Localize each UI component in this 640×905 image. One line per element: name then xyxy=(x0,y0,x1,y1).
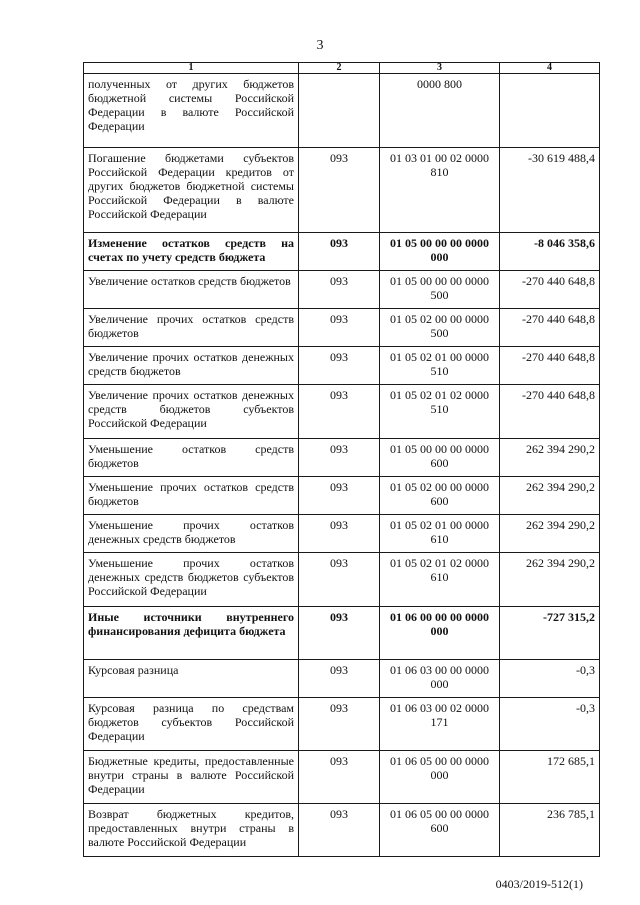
document-registration-code: 0403/2019-512(1) xyxy=(495,877,583,891)
row-admin-code-cell: 093 xyxy=(299,553,380,607)
row-budget-code-cell: 01 05 02 01 00 0000 610 xyxy=(380,515,500,553)
row-name-cell: Уменьшение прочих остатков денежных средств бюджетов xyxy=(84,515,299,553)
row-amount-cell: -727 315,2 xyxy=(500,607,600,660)
row-name-cell: Увеличение прочих остатков средств бюджетов xyxy=(84,309,299,347)
row-amount-cell: -270 440 648,8 xyxy=(500,385,600,439)
column-header-1: 1 xyxy=(84,63,299,74)
table-row xyxy=(84,385,600,439)
row-amount-cell: 262 394 290,2 xyxy=(500,477,600,515)
row-admin-code-cell xyxy=(299,74,380,148)
table-body xyxy=(84,74,600,857)
page-number: 3 xyxy=(316,38,324,53)
row-amount-cell: -270 440 648,8 xyxy=(500,271,600,309)
row-name-cell: Уменьшение остатков средств бюджетов xyxy=(84,439,299,477)
table-row xyxy=(84,698,600,751)
row-name-cell: Изменение остатков средств на счетах по учету средств бюджета xyxy=(84,233,299,271)
table-row xyxy=(84,309,600,347)
row-budget-code-cell: 01 05 02 01 00 0000 510 xyxy=(380,347,500,385)
row-budget-code-cell: 01 06 05 00 00 0000 600 xyxy=(380,804,500,857)
table-row xyxy=(84,271,600,309)
table-row xyxy=(84,515,600,553)
row-admin-code-cell: 093 xyxy=(299,515,380,553)
row-budget-code-cell: 01 05 02 00 00 0000 500 xyxy=(380,309,500,347)
row-admin-code-cell: 093 xyxy=(299,148,380,233)
row-amount-cell: -270 440 648,8 xyxy=(500,347,600,385)
row-name-cell: полученных от других бюджетов бюджетной системы Российской Федерации в валюте Российской Федерации xyxy=(84,74,299,148)
row-budget-code-cell: 01 06 03 00 02 0000 171 xyxy=(380,698,500,751)
row-admin-code-cell: 093 xyxy=(299,751,380,804)
row-name-cell: Увеличение прочих остатков денежных средств бюджетов субъектов Российской Федерации xyxy=(84,385,299,439)
row-budget-code-cell: 01 06 05 00 00 0000 000 xyxy=(380,751,500,804)
row-name-cell: Курсовая разница xyxy=(84,660,299,698)
row-amount-cell: -8 046 358,6 xyxy=(500,233,600,271)
row-budget-code-cell: 01 06 03 00 00 0000 000 xyxy=(380,660,500,698)
row-admin-code-cell: 093 xyxy=(299,347,380,385)
table-row xyxy=(84,439,600,477)
row-amount-cell xyxy=(500,74,600,148)
row-amount-cell: 262 394 290,2 xyxy=(500,515,600,553)
row-amount-cell: -0,3 xyxy=(500,698,600,751)
row-budget-code-cell: 01 05 00 00 00 0000 500 xyxy=(380,271,500,309)
row-name-cell: Бюджетные кредиты, предоставленные внутри страны в валюте Российской Федерации xyxy=(84,751,299,804)
row-budget-code-cell: 01 06 00 00 00 0000 000 xyxy=(380,607,500,660)
table-row xyxy=(84,477,600,515)
row-budget-code-cell: 01 05 00 00 00 0000 600 xyxy=(380,439,500,477)
row-name-cell: Иные источники внутреннего финансирования дефицита бюджета xyxy=(84,607,299,660)
row-name-cell: Уменьшение прочих остатков денежных средств бюджетов субъектов Российской Федерации xyxy=(84,553,299,607)
table-row xyxy=(84,233,600,271)
row-name-cell: Увеличение прочих остатков денежных средств бюджетов xyxy=(84,347,299,385)
row-name-cell: Уменьшение прочих остатков средств бюджетов xyxy=(84,477,299,515)
column-header-4: 4 xyxy=(500,63,600,74)
row-amount-cell: -30 619 488,4 xyxy=(500,148,600,233)
row-admin-code-cell: 093 xyxy=(299,439,380,477)
row-admin-code-cell: 093 xyxy=(299,804,380,857)
row-name-cell: Погашение бюджетами субъектов Российской Федерации кредитов от других бюджетов бюджетной системы Российской Федерации в валюте Российской Федерации xyxy=(84,148,299,233)
table-row xyxy=(84,148,600,233)
row-budget-code-cell: 01 03 01 00 02 0000 810 xyxy=(380,148,500,233)
row-amount-cell: -0,3 xyxy=(500,660,600,698)
table-header-row xyxy=(84,63,600,74)
row-admin-code-cell: 093 xyxy=(299,698,380,751)
row-name-cell: Увеличение остатков средств бюджетов xyxy=(84,271,299,309)
column-header-3: 3 xyxy=(380,63,500,74)
row-budget-code-cell: 0000 800 xyxy=(380,74,500,148)
sources-financing-table xyxy=(83,62,600,857)
table-row xyxy=(84,804,600,857)
row-admin-code-cell: 093 xyxy=(299,233,380,271)
row-admin-code-cell: 093 xyxy=(299,385,380,439)
row-budget-code-cell: 01 05 02 01 02 0000 510 xyxy=(380,385,500,439)
row-budget-code-cell: 01 05 02 01 02 0000 610 xyxy=(380,553,500,607)
row-name-cell: Возврат бюджетных кредитов, предоставленных внутри страны в валюте Российской Федерации xyxy=(84,804,299,857)
column-header-2: 2 xyxy=(299,63,380,74)
row-admin-code-cell: 093 xyxy=(299,660,380,698)
row-amount-cell: 236 785,1 xyxy=(500,804,600,857)
row-admin-code-cell: 093 xyxy=(299,271,380,309)
table-row xyxy=(84,660,600,698)
row-budget-code-cell: 01 05 00 00 00 0000 000 xyxy=(380,233,500,271)
row-amount-cell: 262 394 290,2 xyxy=(500,553,600,607)
table-row xyxy=(84,553,600,607)
table-row xyxy=(84,607,600,660)
row-admin-code-cell: 093 xyxy=(299,607,380,660)
row-name-cell: Курсовая разница по средствам бюджетов субъектов Российской Федерации xyxy=(84,698,299,751)
row-admin-code-cell: 093 xyxy=(299,477,380,515)
row-admin-code-cell: 093 xyxy=(299,309,380,347)
row-amount-cell: 262 394 290,2 xyxy=(500,439,600,477)
table-row xyxy=(84,347,600,385)
table-row xyxy=(84,751,600,804)
row-amount-cell: 172 685,1 xyxy=(500,751,600,804)
row-amount-cell: -270 440 648,8 xyxy=(500,309,600,347)
table-row xyxy=(84,74,600,148)
row-budget-code-cell: 01 05 02 00 00 0000 600 xyxy=(380,477,500,515)
